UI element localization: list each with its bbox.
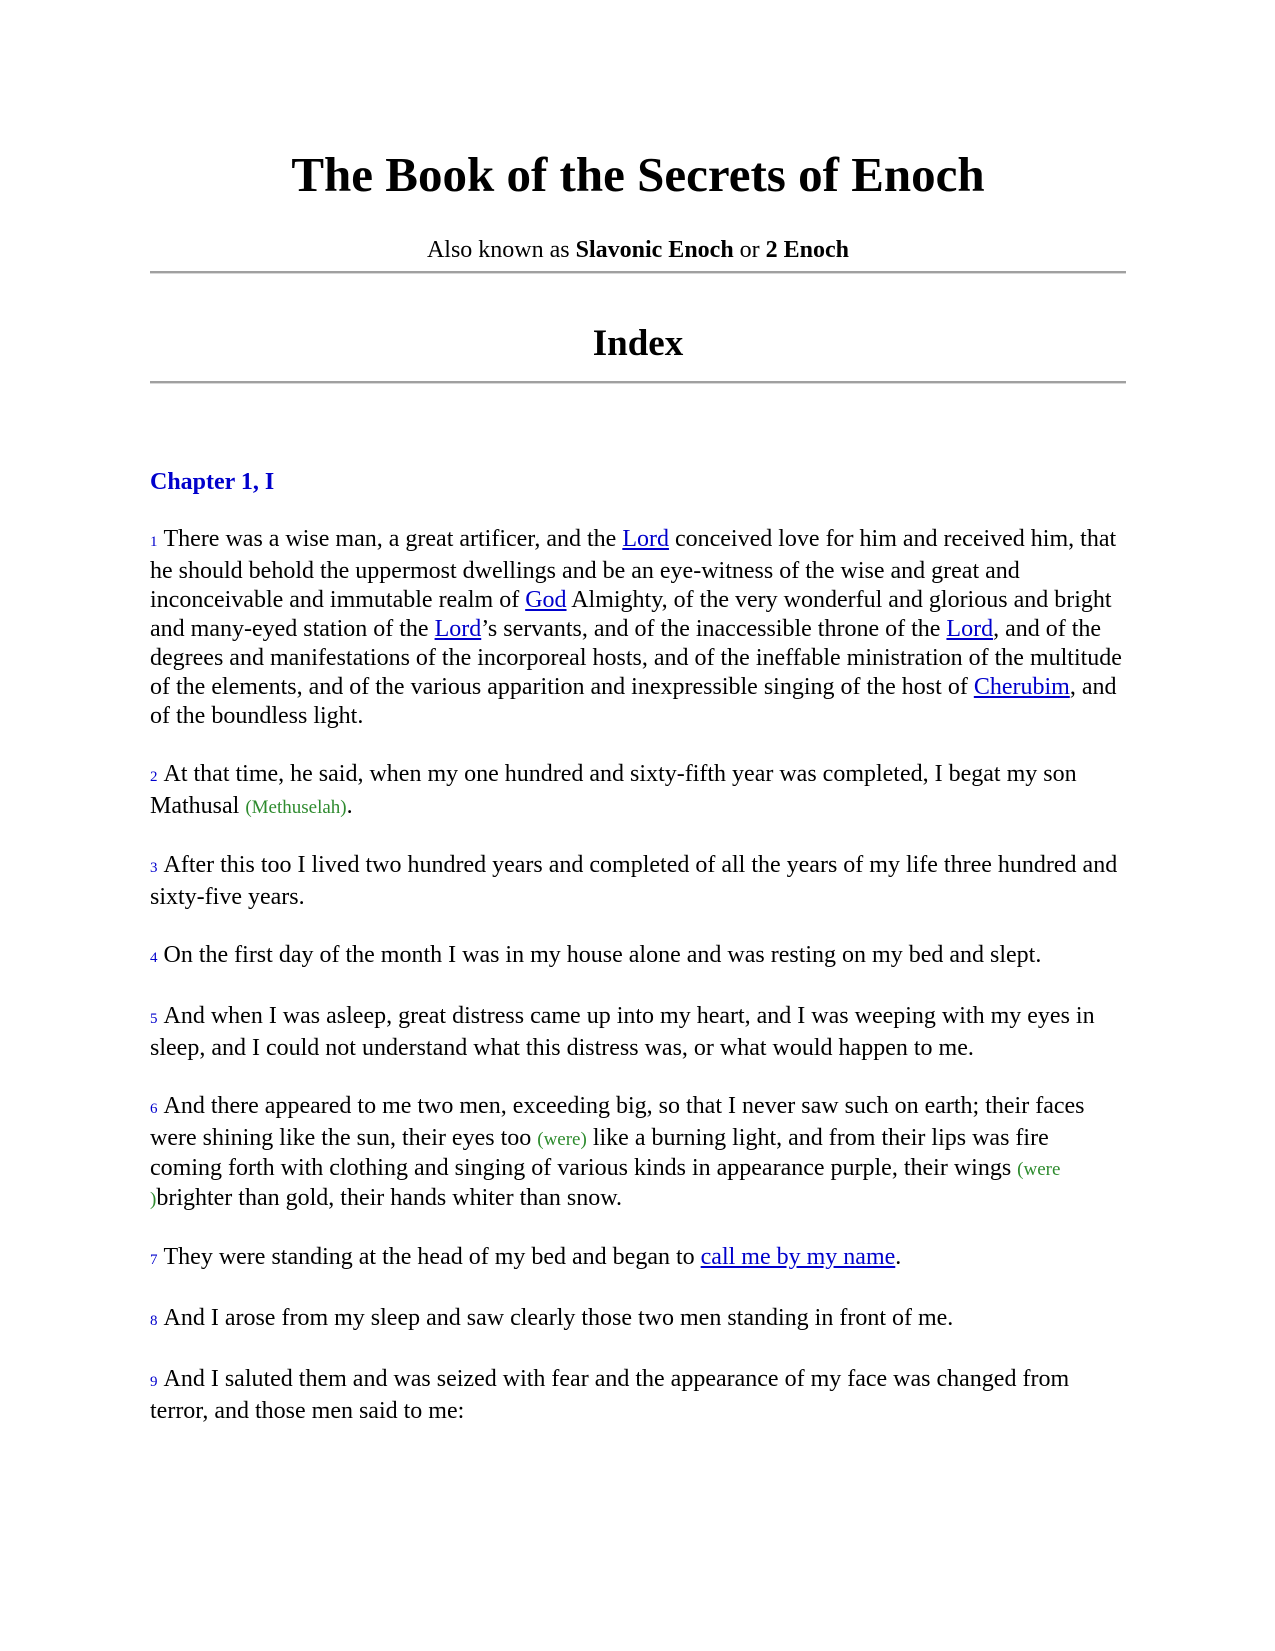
verse-4 <box>150 941 1126 973</box>
page-title: The Book of the Secrets of Enoch <box>291 147 985 202</box>
subtitle-prefix: Also known as <box>426 237 576 263</box>
link-lord[interactable]: Lord <box>622 526 669 552</box>
verse-text: brighter than gold, their hands whiter than snow. <box>156 1185 623 1211</box>
verse-text: And I saluted them and was seized with fear and the appearance of my face was changed from terror, and those men said to me: <box>150 1366 1070 1424</box>
verse-list <box>150 525 1126 1455</box>
chapter-heading: Chapter 1, I <box>150 469 275 495</box>
verse-2 <box>150 760 1126 822</box>
verse-text: And when I was asleep, great distress came up into my heart, and I was weeping with my eyes in sleep, and I could not understand what this distress was, or what would happen to me. <box>150 1003 1095 1061</box>
verse-text: And I arose from my sleep and saw clearly those two men standing in front of me. <box>163 1305 954 1331</box>
subtitle-name-slavonic: Slavonic Enoch <box>575 237 734 263</box>
verse-text: There was a wise man, a great artificer, and the <box>163 526 623 552</box>
verse-text: . <box>895 1244 902 1270</box>
verse-text: And there appeared to me two men, exceeding big, so that I never saw such on earth; their faces were shining like the sun, their eyes too <box>150 1093 1085 1151</box>
link-lord[interactable]: Lord <box>946 616 994 642</box>
verse-number: 3 <box>150 860 158 876</box>
verse-text: conceived love for him and received him, that he should behold the uppermost dwellings and be an eye-witness of the wise and great and inconceivable and immutable realm of <box>150 526 1117 613</box>
verse-text: ’s servants, and of the inaccessible throne of the <box>481 616 947 642</box>
verse-text: On the first day of the month I was in my house alone and was resting on my bed and slept. <box>163 942 1042 968</box>
verse-number: 7 <box>150 1252 158 1268</box>
verse-8 <box>150 1304 1126 1336</box>
divider-bottom <box>150 381 1126 384</box>
editorial-note: (were) <box>537 1129 587 1150</box>
editorial-note: (Methuselah) <box>245 797 347 818</box>
verse-1 <box>150 525 1126 731</box>
verse-number: 8 <box>150 1313 158 1329</box>
verse-number: 1 <box>150 534 158 550</box>
verse-6 <box>150 1092 1126 1214</box>
divider-top <box>150 271 1126 274</box>
link-call-me-by-my-name[interactable]: call me by my name <box>700 1244 896 1270</box>
editorial-note: (were ) <box>150 1159 1061 1210</box>
subtitle-name-2enoch: 2 Enoch <box>765 237 850 263</box>
verse-text: , and of the degrees and manifestations of the incorporeal hosts, and of the ineffable ministration of the multitude of the elements, and of the various apparition and inexpressible singing of the host of <box>150 616 1122 700</box>
verse-text: At that time, he said, when my one hundred and sixty-fifth year was completed, I begat my son Mathusal <box>150 761 1077 819</box>
subtitle <box>150 236 1126 265</box>
subtitle-middle: or <box>733 237 766 263</box>
verse-number: 6 <box>150 1101 158 1117</box>
index-heading: Index <box>592 323 684 364</box>
verse-9 <box>150 1365 1126 1426</box>
verse-text: Almighty, of the very wonderful and glorious and bright and many-eyed station of the <box>150 587 1112 642</box>
verse-text: . <box>346 793 353 819</box>
link-god[interactable]: God <box>525 587 567 613</box>
verse-number: 4 <box>150 950 158 966</box>
verse-3 <box>150 851 1126 912</box>
verse-number: 5 <box>150 1011 158 1027</box>
verse-number: 9 <box>150 1374 158 1390</box>
verse-5 <box>150 1002 1126 1063</box>
verse-text: They were standing at the head of my bed and began to <box>163 1244 701 1270</box>
link-lord[interactable]: Lord <box>434 616 482 642</box>
verse-number: 2 <box>150 769 158 785</box>
verse-text: After this too I lived two hundred years and completed of all the years of my life three hundred and sixty-five years. <box>150 852 1118 910</box>
verse-7 <box>150 1243 1126 1275</box>
link-cherubim[interactable]: Cherubim <box>973 674 1070 700</box>
verse-text: like a burning light, and from their lips was fire coming forth with clothing and singing of various kinds in appearance purple, their wings <box>150 1125 1049 1181</box>
verse-text: , and of the boundless light. <box>150 674 1117 729</box>
